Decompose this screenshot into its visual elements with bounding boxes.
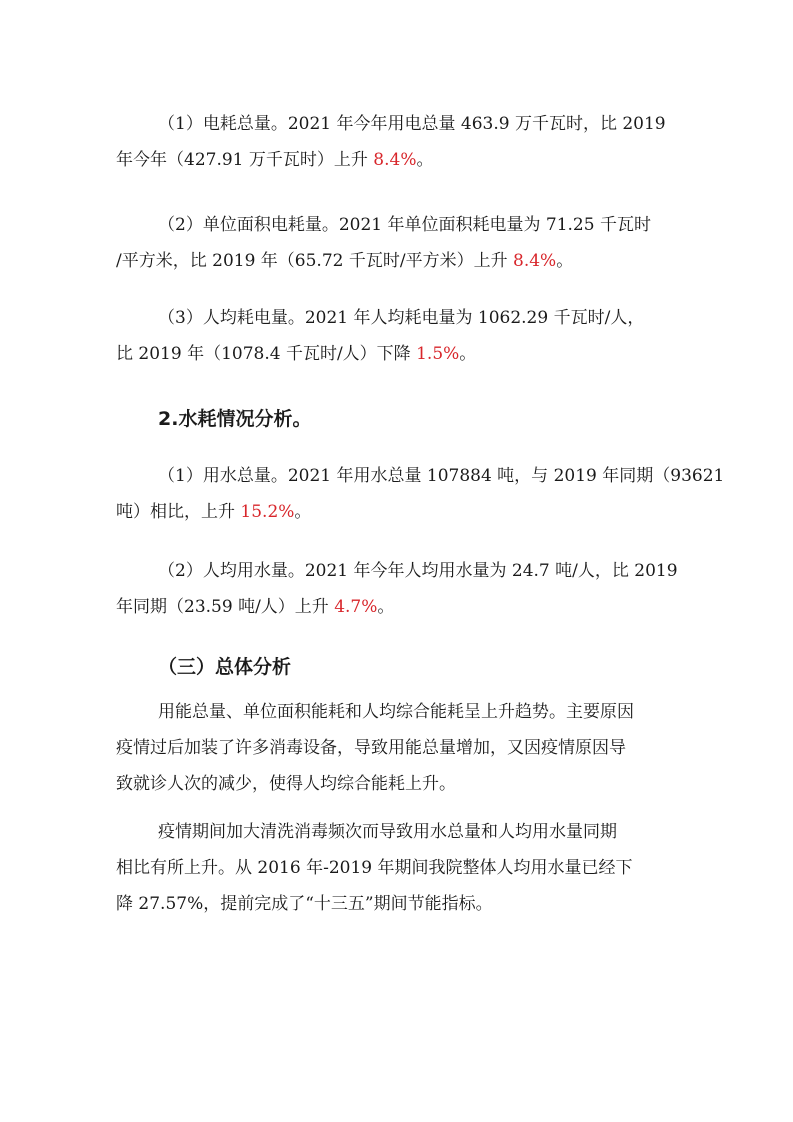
highlight-value: 4.7%: [334, 597, 378, 617]
line: （1）用水总量。2021 年用水总量 107884 吨，与 2019 年同期（93621: [158, 466, 725, 486]
line: [74, 243, 573, 279]
line: 疫情过后加装了许多消毒设备，导致用能总量增加，又因疫情原因导: [116, 738, 626, 758]
line: 致就诊人次的减少，使得人均综合能耗上升。: [116, 774, 456, 794]
text: 。: [459, 344, 477, 364]
text: 比 2019 年（1078.4 千瓦时/人）下降: [116, 344, 417, 364]
highlight-value: 8.4%: [373, 150, 417, 170]
text: 。: [377, 597, 395, 617]
line: [74, 494, 311, 530]
text: 。: [294, 502, 312, 522]
text: 年同期（23.59 吨/人）上升: [116, 597, 335, 617]
water-per-capita-paragraph: [116, 553, 676, 625]
line: （2）人均用水量。2021 年今年人均用水量为 24.7 吨/人，比 2019: [158, 561, 678, 581]
text: /平方米，比 2019 年（65.72 千瓦时/平方米）上升: [116, 251, 514, 271]
line: [74, 589, 394, 625]
summary-paragraph-energy: [116, 694, 676, 802]
text: 。: [416, 150, 434, 170]
highlight-value: 8.4%: [513, 251, 557, 271]
highlight-value: 1.5%: [416, 344, 460, 364]
line: 相比有所上升。从 2016 年-2019 年期间我院整体人均用水量已经下: [116, 858, 633, 878]
water-section-heading: 2.水耗情况分析。: [158, 408, 312, 430]
text: 年今年（427.91 万千瓦时）上升: [116, 150, 374, 170]
line: 用能总量、单位面积能耗和人均综合能耗呈上升趋势。主要原因: [158, 702, 634, 722]
line: （2）单位面积电耗量。2021 年单位面积耗电量为 71.25 千瓦时: [158, 215, 651, 235]
line: [74, 142, 434, 178]
line: （1）电耗总量。2021 年今年用电总量 463.9 万千瓦时，比 2019: [158, 114, 666, 134]
summary-section-heading: （三）总体分析: [158, 656, 292, 678]
line: [74, 336, 476, 372]
highlight-value: 15.2%: [240, 502, 295, 522]
line: （3）人均耗电量。2021 年人均耗电量为 1062.29 千瓦时/人，: [158, 308, 645, 328]
electricity-per-area-paragraph: [116, 207, 676, 279]
line: 疫情期间加大清洗消毒频次而导致用水总量和人均用水量同期: [158, 822, 617, 842]
water-total-paragraph: [116, 458, 725, 530]
text: 。: [556, 251, 574, 271]
electricity-per-capita-paragraph: [116, 300, 676, 372]
line: 降 27.57%，提前完成了“十三五”期间节能指标。: [116, 894, 493, 914]
summary-paragraph-water: [116, 814, 676, 922]
text: 吨）相比，上升: [116, 502, 241, 522]
electricity-total-paragraph: [116, 106, 676, 178]
